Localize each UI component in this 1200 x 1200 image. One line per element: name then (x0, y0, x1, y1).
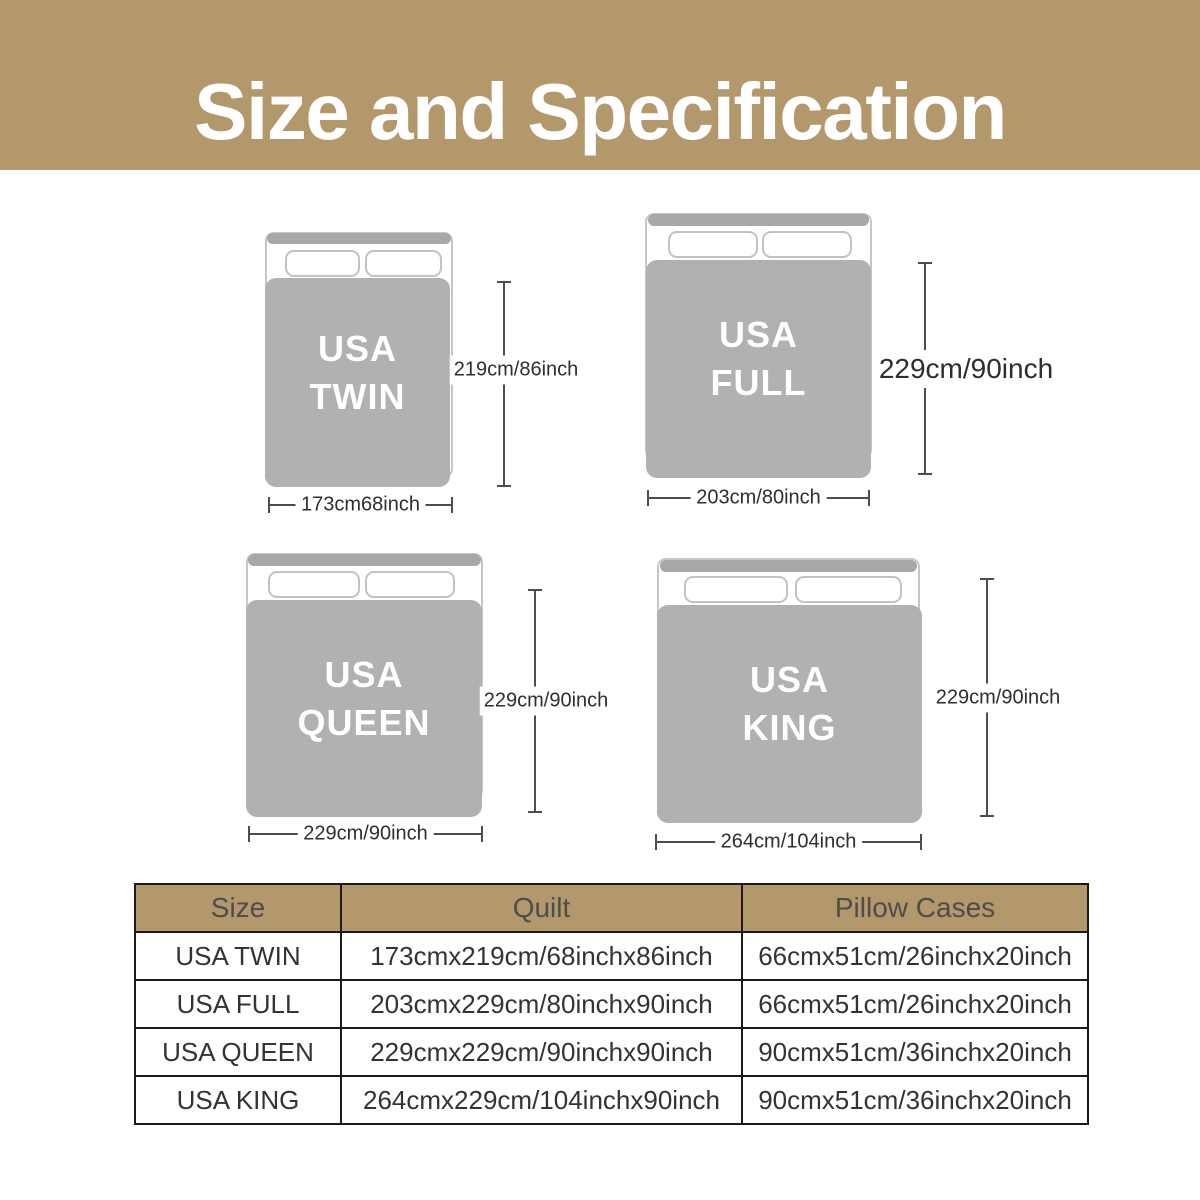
quilt-size-label (297, 651, 430, 747)
table-row (135, 932, 1088, 980)
table-header-row (135, 884, 1088, 932)
quilt-size-label-line2: FULL (710, 362, 807, 403)
dimension-cap-top (980, 578, 994, 580)
height-dimension-label: 219cm/86inch (450, 356, 583, 385)
quilt-size-label (743, 656, 837, 752)
cell-size: USA FULL (135, 980, 341, 1028)
column-header-quilt: Quilt (341, 884, 742, 932)
cell-quilt: 264cmx229cm/104inchx90inch (341, 1076, 742, 1124)
cell-size: USA KING (135, 1076, 341, 1124)
cell-pillow-cases: 66cmx51cm/26inchx20inch (742, 980, 1088, 1028)
cell-pillow-cases: 90cmx51cm/36inchx20inch (742, 1028, 1088, 1076)
cell-size: USA TWIN (135, 932, 341, 980)
table-row (135, 1028, 1088, 1076)
pillow-right (795, 576, 902, 603)
size-spec-table (134, 883, 1089, 1125)
pillow-left (668, 231, 758, 258)
headboard (267, 233, 451, 244)
quilt-size-label-line2: TWIN (309, 375, 406, 417)
headboard (660, 560, 917, 572)
column-header-size: Size (135, 884, 341, 932)
dimension-tick-right (920, 834, 922, 850)
quilt-size-label (310, 325, 406, 421)
dimension-cap-bottom (528, 811, 542, 813)
dimension-tick-right (481, 826, 483, 842)
width-dimension-label: 229cm/90inch (297, 823, 434, 846)
headboard (648, 214, 869, 226)
pillow-right (762, 231, 852, 258)
dimension-tick-right (868, 490, 870, 506)
dimension-cap-bottom (980, 815, 994, 817)
quilt-size-label (711, 311, 807, 407)
dimension-tick-left (647, 490, 649, 506)
pillow-left (684, 576, 788, 603)
quilt (265, 278, 450, 487)
pillow-left (268, 571, 360, 598)
height-dimension-label: 229cm/90inch (480, 687, 613, 716)
width-dimension-label: 173cm68inch (295, 494, 426, 517)
headboard (248, 554, 481, 566)
table-row (135, 1076, 1088, 1124)
dimension-tick-right (451, 497, 453, 513)
height-dimension-label: 229cm/90inch (875, 350, 1057, 388)
pillow-right (365, 571, 455, 598)
dimension-cap-top (497, 281, 511, 283)
cell-pillow-cases: 90cmx51cm/36inchx20inch (742, 1076, 1088, 1124)
cell-quilt: 173cmx219cm/68inchx86inch (341, 932, 742, 980)
dimension-tick-left (268, 497, 270, 513)
pillow-right (365, 250, 442, 277)
pillow-left (285, 250, 360, 277)
dimension-cap-bottom (918, 473, 932, 475)
quilt-size-label-line1: USA (317, 327, 397, 369)
dimension-cap-bottom (497, 485, 511, 487)
cell-quilt: 203cmx229cm/80inchx90inch (341, 980, 742, 1028)
cell-pillow-cases: 66cmx51cm/26inchx20inch (742, 932, 1088, 980)
page-title: Size and Specification (194, 67, 1006, 156)
quilt (657, 605, 922, 823)
quilt-size-label-line1: USA (718, 314, 798, 355)
column-header-pillow-cases: Pillow Cases (742, 884, 1088, 932)
width-dimension-label: 264cm/104inch (715, 831, 863, 854)
quilt-size-label-line1: USA (324, 653, 404, 695)
title-banner (0, 0, 1200, 170)
quilt-size-label-line1: USA (749, 659, 829, 700)
table-row (135, 980, 1088, 1028)
quilt-size-label-line2: KING (742, 707, 837, 748)
cell-quilt: 229cmx229cm/90inchx90inch (341, 1028, 742, 1076)
dimension-tick-left (248, 826, 250, 842)
quilt (646, 260, 871, 478)
cell-size: USA QUEEN (135, 1028, 341, 1076)
width-dimension-label: 203cm/80inch (690, 487, 827, 510)
dimension-cap-top (918, 262, 932, 264)
dimension-tick-left (655, 834, 657, 850)
height-dimension-label: 229cm/90inch (932, 683, 1065, 712)
quilt (246, 600, 482, 817)
dimension-cap-top (528, 589, 542, 591)
quilt-size-label-line2: QUEEN (297, 701, 431, 743)
